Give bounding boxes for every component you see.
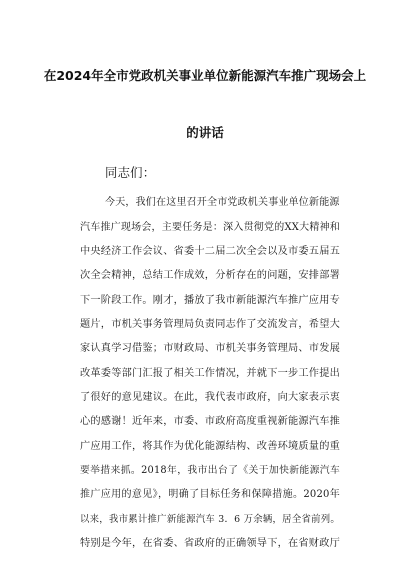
paragraph-line: 了很好的意见建议。在此，我代表市政府，向大家表示衷 [80,392,340,403]
paragraph-line: 家认真学习借鉴；市财政局、市机关事务管理局、市发展 [80,343,340,354]
salutation: 同志们： [105,165,156,180]
paragraph-line: 心的感谢！近年来，市委、市政府高度重视新能源汽车推 [80,416,340,427]
paragraph-line: 汽车推广现场会，主要任务是：深入贯彻党的XX大精神和 [80,222,340,233]
paragraph-line: 要举措来抓。2018年，我市出台了《关于加快新能源汽车 [80,465,340,476]
paragraph-line: 以来，我市累计推广新能源汽车 3．6 万余辆，居全省前列。 [80,514,340,525]
document-title-line-1: 在2024年全市党政机关事业单位新能源汽车推广现场会上 [43,68,367,83]
paragraph-line: 广应用工作，将其作为优化能源结构、改善环境质量的重 [80,441,340,452]
paragraph-line: 次全会精神，总结工作成效，分析存在的问题，安排部署 [80,270,340,281]
paragraph-line: 改革委等部门汇报了相关工作情况，并就下一步工作提出 [80,368,340,379]
paragraph-line: 中央经济工作会议、省委十二届二次全会以及市委五届五 [80,246,340,257]
paragraph-line: 特别是今年，在省委、省政府的正确领导下，在省财政厅 [80,538,340,549]
paragraph-line: 推广应用的意见》，明确了目标任务和保障措施。2020年 [80,489,340,500]
paragraph-line: 今天，我们在这里召开全市党政机关事业单位新能源 [105,197,340,208]
paragraph-line: 题片，市机关事务管理局负责同志作了交流发言，希望大 [80,319,340,330]
paragraph-line: 下一阶段工作。刚才，播放了我市新能源汽车推广应用专 [80,295,340,306]
document-title-line-2: 的讲话 [186,125,224,140]
